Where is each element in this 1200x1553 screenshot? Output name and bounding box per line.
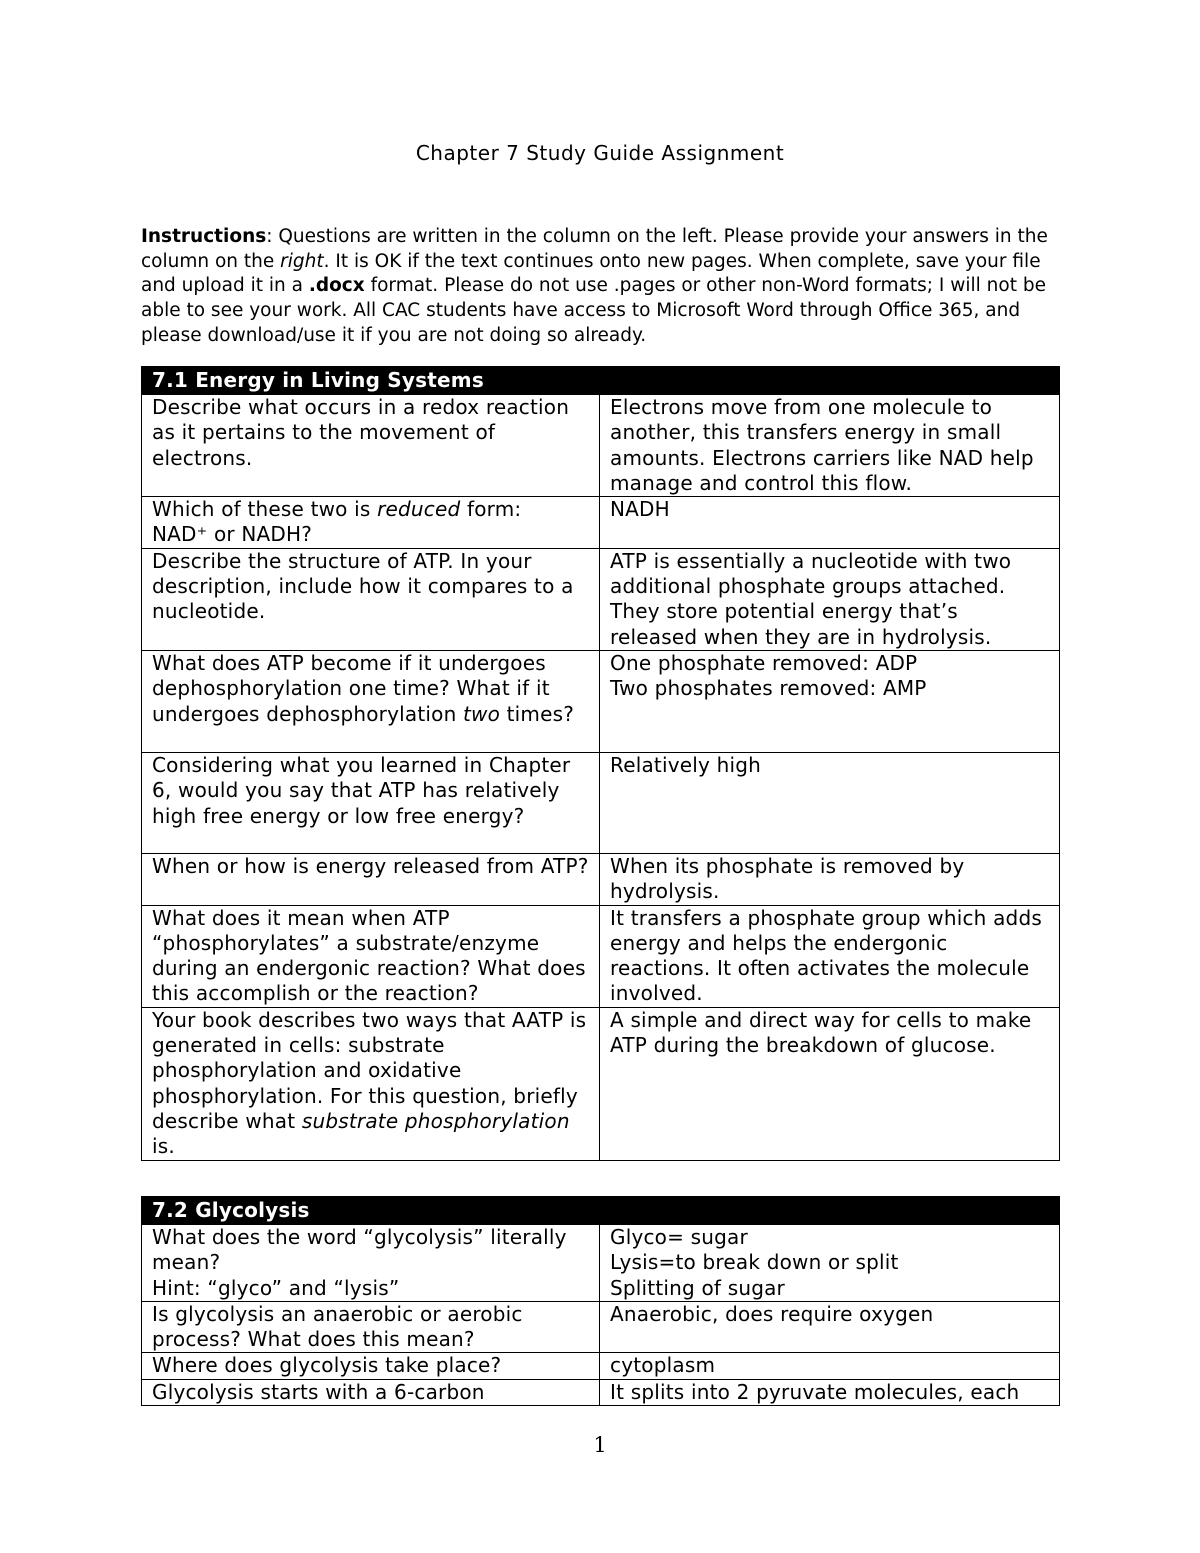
table-row — [142, 752, 1060, 853]
answer-cell[interactable]: NADH — [600, 497, 1060, 549]
question-cell: What does it mean when ATP “phosphorylates” a substrate/enzyme during an endergonic reaction? What does this accomplish or the reaction? — [142, 905, 600, 1007]
question-emphasis: two — [463, 701, 501, 726]
table-row — [142, 650, 1060, 752]
answer-cell[interactable]: A simple and direct way for cells to make ATP during the breakdown of glucose. — [600, 1007, 1060, 1160]
table-row — [142, 395, 1060, 497]
answer-cell[interactable]: Electrons move from one molecule to another, this transfers energy in small amounts. Electrons carriers like NAD help manage and control this flow. — [600, 395, 1060, 497]
section-7-2-table — [141, 1196, 1060, 1406]
question-text: Which of these two is — [152, 497, 378, 522]
question-cell — [142, 1007, 600, 1160]
question-cell: Considering what you learned in Chapter 6, would you say that ATP has relatively high free energy or low free energy? — [142, 752, 600, 853]
question-cell — [142, 650, 600, 752]
table-row — [142, 905, 1060, 1007]
answer-cell[interactable]: It transfers a phosphate group which adds energy and helps the endergonic reactions. It often activates the molecule involved. — [600, 905, 1060, 1007]
answer-cell[interactable]: When its phosphate is removed by hydrolysis. — [600, 853, 1060, 905]
table-row — [142, 1007, 1060, 1160]
instructions-text-3: format. Please do not use .pages or other non-Word formats; I will not be able to see your work. All CAC students have access to Microsoft Word through Office 365, and please download/use it if you are not doing so already. — [141, 275, 1046, 346]
instructions-label: Instructions — [141, 226, 267, 247]
question-text: times? — [500, 701, 575, 726]
question-cell: When or how is energy released from ATP? — [142, 853, 600, 905]
question-emphasis: substrate phosphorylation — [301, 1108, 570, 1133]
question-cell: Where does glycolysis take place? — [142, 1353, 600, 1379]
table-row — [142, 853, 1060, 905]
section-heading: 7.1 Energy in Living Systems — [142, 367, 1060, 395]
section-7-2-header-row — [142, 1197, 1060, 1225]
question-text: What does ATP become if it undergoes dephosphorylation one time? What if it undergoes dephosphorylation — [152, 650, 550, 726]
question-cell: Describe what occurs in a redox reaction as it pertains to the movement of electrons. — [142, 395, 600, 497]
answer-cell[interactable]: ATP is essentially a nucleotide with two additional phosphate groups attached. They store potential energy that’s released when they are in hydrolysis. — [600, 548, 1060, 650]
answer-cell[interactable]: Relatively high — [600, 752, 1060, 853]
answer-cell[interactable]: It splits into 2 pyruvate molecules, each — [600, 1379, 1060, 1405]
instructions-text-1: : Questions are written in the column on the left. Please provide your answers in the column on the — [141, 226, 1048, 272]
question-text: Your book describes two ways that AATP is generated in cells: substrate phosphorylation and oxidative phosphorylation. For this question, briefly describe what — [152, 1007, 587, 1133]
table-row — [142, 548, 1060, 650]
document-title: Chapter 7 Study Guide Assignment — [415, 141, 785, 165]
answer-cell[interactable]: cytoplasm — [600, 1353, 1060, 1379]
instructions-docx-format: .docx — [308, 275, 365, 297]
question-cell: What does the word “glycolysis” literally mean? Hint: “glyco” and “lysis” — [142, 1225, 600, 1302]
answer-cell[interactable]: One phosphate removed: ADP Two phosphates removed: AMP — [600, 650, 1060, 752]
question-cell: Describe the structure of ATP. In your description, include how it compares to a nucleotide. — [142, 548, 600, 650]
section-7-1-table — [141, 366, 1060, 1161]
question-cell: Is glycolysis an anaerobic or aerobic process? What does this mean? — [142, 1301, 600, 1353]
answer-cell[interactable]: Glyco= sugar Lysis=to break down or split Splitting of sugar — [600, 1225, 1060, 1302]
table-row — [142, 1301, 1060, 1353]
instructions-emphasis-right: right — [280, 250, 324, 272]
question-emphasis: reduced — [377, 497, 461, 522]
instructions-text-2: . It is OK if the text continues onto new pages. When complete, save your file and upload it in a — [141, 250, 1041, 297]
table-row — [142, 1225, 1060, 1302]
question-text: form: NAD⁺ or NADH? — [152, 497, 522, 547]
table-row — [142, 1379, 1060, 1405]
instructions-paragraph — [141, 225, 1059, 349]
question-cell: Glycolysis starts with a 6-carbon — [142, 1379, 600, 1405]
table-row — [142, 497, 1060, 549]
section-heading: 7.2 Glycolysis — [142, 1197, 1060, 1225]
answer-cell[interactable]: Anaerobic, does require oxygen — [600, 1301, 1060, 1353]
question-text: is. — [152, 1134, 175, 1159]
table-row — [142, 1353, 1060, 1379]
question-cell — [142, 497, 600, 549]
page-number: 1 — [593, 1433, 607, 1457]
section-7-1-header-row — [142, 367, 1060, 395]
